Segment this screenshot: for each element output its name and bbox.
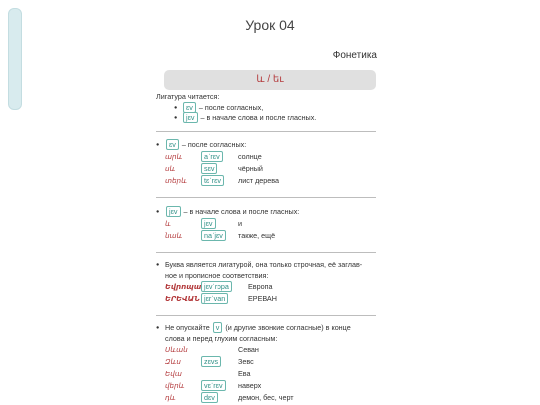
translation: наверх xyxy=(238,381,262,390)
block-text: слова и перед глухим согласным: xyxy=(165,333,278,343)
intro-item xyxy=(156,113,386,124)
divider xyxy=(156,131,376,132)
word-row xyxy=(165,368,386,380)
translation: Ева xyxy=(238,369,251,378)
word-row xyxy=(165,380,386,392)
armenian-word: տերև xyxy=(165,175,187,185)
block-heading-text: – после согласных: xyxy=(181,140,247,149)
block-text-part: (и другие звонкие согласные) в конце xyxy=(225,323,351,332)
ipa: dɛv xyxy=(201,392,218,403)
word-row xyxy=(165,392,386,404)
word-row xyxy=(165,356,386,368)
armenian-word: դև xyxy=(165,393,176,402)
word-row xyxy=(165,218,386,230)
divider xyxy=(156,197,376,198)
block-text: ● Буква является лигатурой, она только строчная, её заглав- xyxy=(156,260,386,271)
word-table xyxy=(156,218,386,242)
ipa: jɛvˈrɔpa xyxy=(201,281,232,292)
translation: чёрный xyxy=(238,163,263,173)
translation: лист дерева xyxy=(238,175,280,185)
block-heading-text: – в начале слова и после гласных: xyxy=(183,207,300,216)
ipa: ɛv xyxy=(183,102,196,113)
armenian-word: Սևան xyxy=(165,345,188,354)
armenian-word: Զևս xyxy=(165,357,181,366)
block-text: ное и прописное соответствия: xyxy=(165,270,269,280)
ipa: v xyxy=(213,322,223,333)
translation: солнце xyxy=(238,151,262,161)
block-heading xyxy=(156,207,386,218)
ligature-banner: և / եւ xyxy=(164,70,376,90)
word-row xyxy=(165,175,386,187)
armenian-word: Եվրոպա xyxy=(165,282,202,291)
block-text-part: Не опускайте xyxy=(165,323,210,332)
ipa: tɛˈrɛv xyxy=(201,175,224,186)
armenian-word: և xyxy=(165,218,171,228)
translation: демон, бес, черт xyxy=(238,393,294,402)
ipa: aˈrɛv xyxy=(201,151,223,162)
translation: Зевс xyxy=(238,357,254,366)
armenian-word: վերև xyxy=(165,381,185,390)
word-table xyxy=(156,151,386,187)
word-table xyxy=(156,344,386,404)
intro-item-text: – после согласных, xyxy=(198,102,264,112)
translation: Европа xyxy=(248,282,273,291)
divider xyxy=(156,315,376,316)
block-word-initial xyxy=(156,207,386,242)
word-row xyxy=(165,344,386,356)
word-row xyxy=(165,281,386,293)
word-row xyxy=(165,163,386,175)
ipa: ɛv xyxy=(166,139,179,150)
word-table xyxy=(156,281,386,305)
armenian-word: Եվա xyxy=(165,369,182,378)
translation: также, ещё xyxy=(238,230,276,240)
ipa: jɛv xyxy=(183,112,198,123)
armenian-word: արև xyxy=(165,151,183,161)
armenian-word: նաև xyxy=(165,230,183,240)
word-row xyxy=(165,293,386,305)
translation: и xyxy=(238,218,243,228)
ipa: vɛˈrɛv xyxy=(201,380,226,391)
block-text xyxy=(156,323,386,334)
block-voiced-consonants xyxy=(156,323,386,404)
ipa: jɛrˈvan xyxy=(201,293,228,304)
translation: Севан xyxy=(238,345,259,354)
ipa: jɛv xyxy=(201,218,216,229)
ipa: naˈjɛv xyxy=(201,230,226,241)
divider xyxy=(156,252,376,253)
intro-block xyxy=(156,92,386,124)
block-capital-forms xyxy=(156,260,386,305)
translation: ЕРЕВАН xyxy=(248,294,277,303)
word-row xyxy=(165,151,386,163)
block-after-consonants xyxy=(156,140,386,187)
block-heading xyxy=(156,140,386,151)
word-row xyxy=(165,230,386,242)
armenian-word: ԵՐԵՎԱՆ xyxy=(165,294,200,303)
armenian-word: սև xyxy=(165,163,176,173)
section-title: Фонетика xyxy=(332,50,377,61)
page-title: Урок 04 xyxy=(245,17,295,33)
intro-lead: Лигатура читается: xyxy=(156,92,220,101)
ipa: zɛvs xyxy=(201,356,221,367)
ipa: sɛv xyxy=(201,163,217,174)
intro-item-text: – в начале слова и после гласных. xyxy=(200,113,317,122)
ipa: jɛv xyxy=(166,206,181,217)
